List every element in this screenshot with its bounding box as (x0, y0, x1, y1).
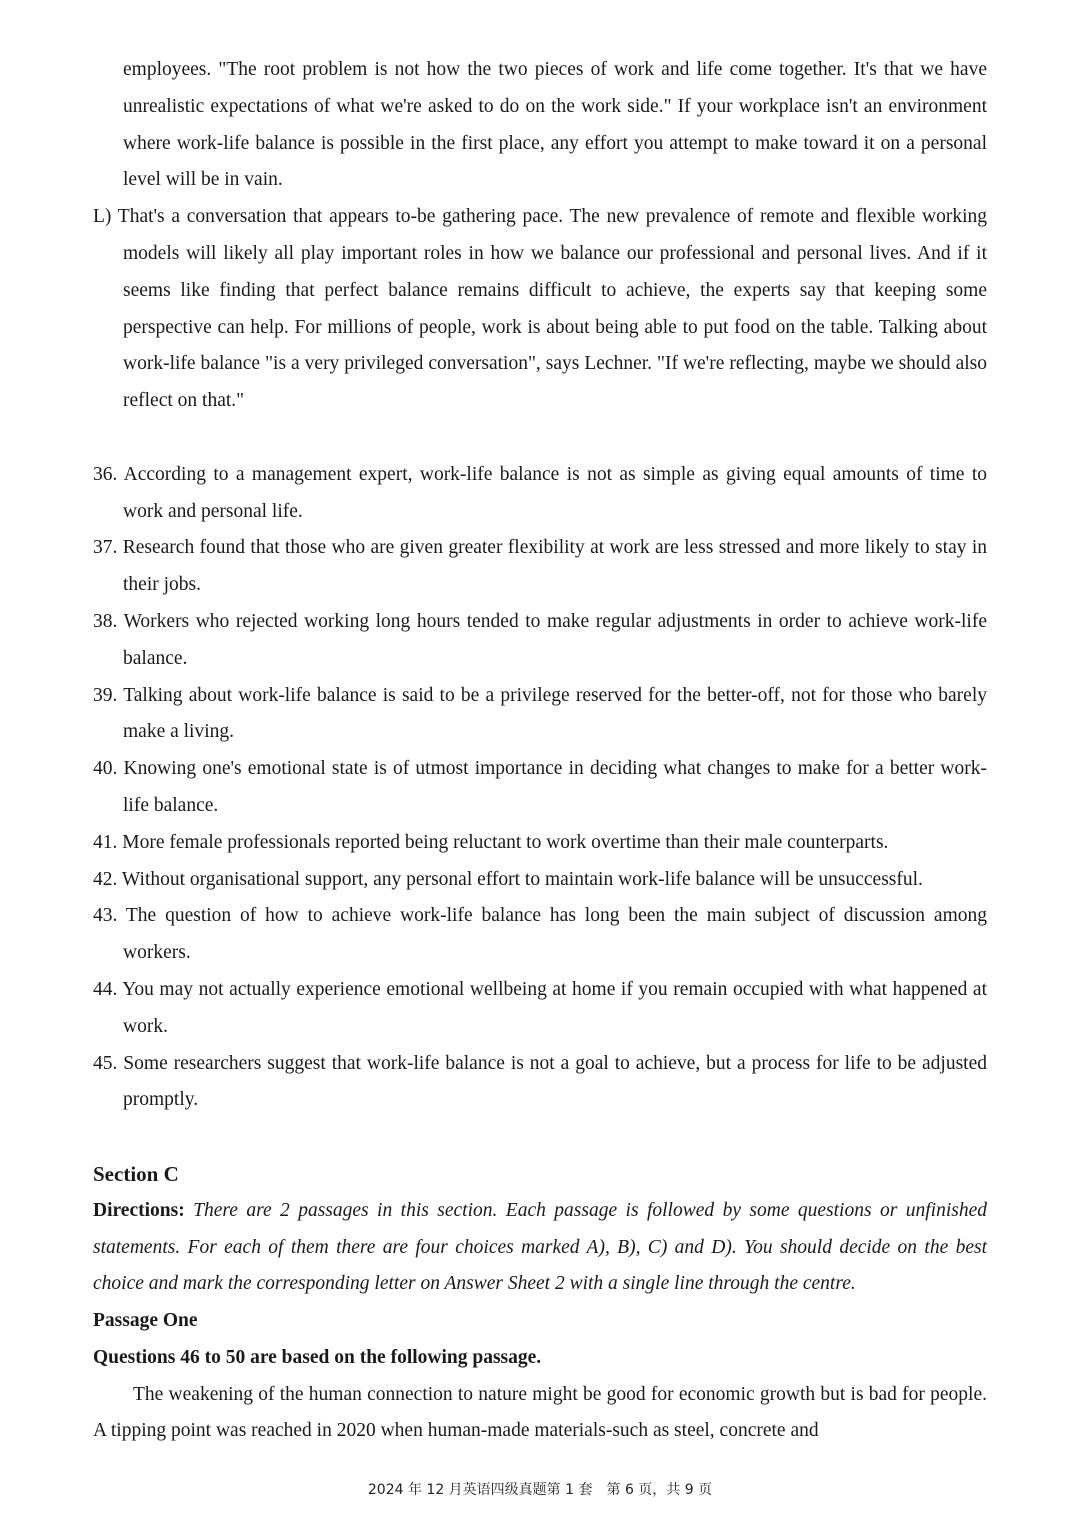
directions (93, 1193, 987, 1303)
document-page (93, 52, 987, 1450)
question-item: 40. Knowing one's emotional state is of utmost importance in deciding what changes to make for a better work-life balance. (93, 758, 987, 816)
questions-intro: Questions 46 to 50 are based on the following passage. (93, 1346, 542, 1368)
paragraph-L: L) That's a conversation that appears to-be gathering pace. The new prevalence of remote and flexible working models will likely all play important roles in how we balance our professional and personal lives. And if it seems like finding that perfect balance remains difficult to achieve, the experts say that keeping some perspective can help. For millions of people, work is about being able to put food on the table. Talking about work-life balance "is a very privileged conversation", says Lechner. "If we're reflecting, maybe we should also reflect on that." (93, 206, 987, 412)
passage-continuation: employees. "The root problem is not how the two pieces of work and life come together. It's that we have unrealistic expectations of what we're asked to do on the work side." If your workplace isn't an environment where work-life balance is possible in the first place, any effort you attempt to make toward it on a personal level will be in vain. (123, 59, 987, 191)
directions-text: There are 2 passages in this section. Each passage is followed by some questions or unfinished statements. For each of them there are four choices marked A), B), C) and D). You should decide on the best choice and mark the corresponding letter on Answer Sheet 2 with a single line through the centre. (93, 1199, 988, 1295)
spacer (93, 420, 987, 457)
page-footer: 2024 年 12 月英语四级真题第 1 套 第 6 页，共 9 页 (367, 1482, 713, 1498)
directions-label: Directions: (93, 1199, 185, 1221)
passage-one-start: The weakening of the human connection to nature might be good for economic growth but is bad for people. A tipping point was reached in 2020 when human-made materials-such as steel, concrete and (93, 1383, 987, 1442)
spacer (93, 1119, 987, 1156)
question-item: 39. Talking about work-life balance is said to be a privilege reserved for the better-off, not for those who barely make a living. (93, 684, 987, 743)
question-item: 43. The question of how to achieve work-life balance has long been the main subject of discussion among workers. (93, 905, 987, 964)
question-list (93, 457, 987, 1119)
question-item: 42. Without organisational support, any personal effort to maintain work-life balance will be unsuccessful. (93, 868, 923, 890)
question-item: 36. According to a management expert, work-life balance is not as simple as giving equal amounts of time to work and personal life. (93, 463, 987, 522)
question-item: 45. Some researchers suggest that work-life balance is not a goal to achieve, but a process for life to be adjusted promptly. (93, 1052, 987, 1111)
passage-title: Passage One (93, 1310, 198, 1332)
question-item: 41. More female professionals reported being reluctant to work overtime than their male counterparts. (93, 831, 889, 853)
section-c-title: Section C (93, 1161, 179, 1186)
question-item: 38. Workers who rejected working long hours tended to make regular adjustments in order to achieve work-life balance. (93, 610, 987, 669)
question-item: 37. Research found that those who are given greater flexibility at work are less stressed and more likely to stay in their jobs. (93, 537, 987, 596)
question-item: 44. You may not actually experience emotional wellbeing at home if you remain occupied with what happened at work. (93, 978, 987, 1037)
